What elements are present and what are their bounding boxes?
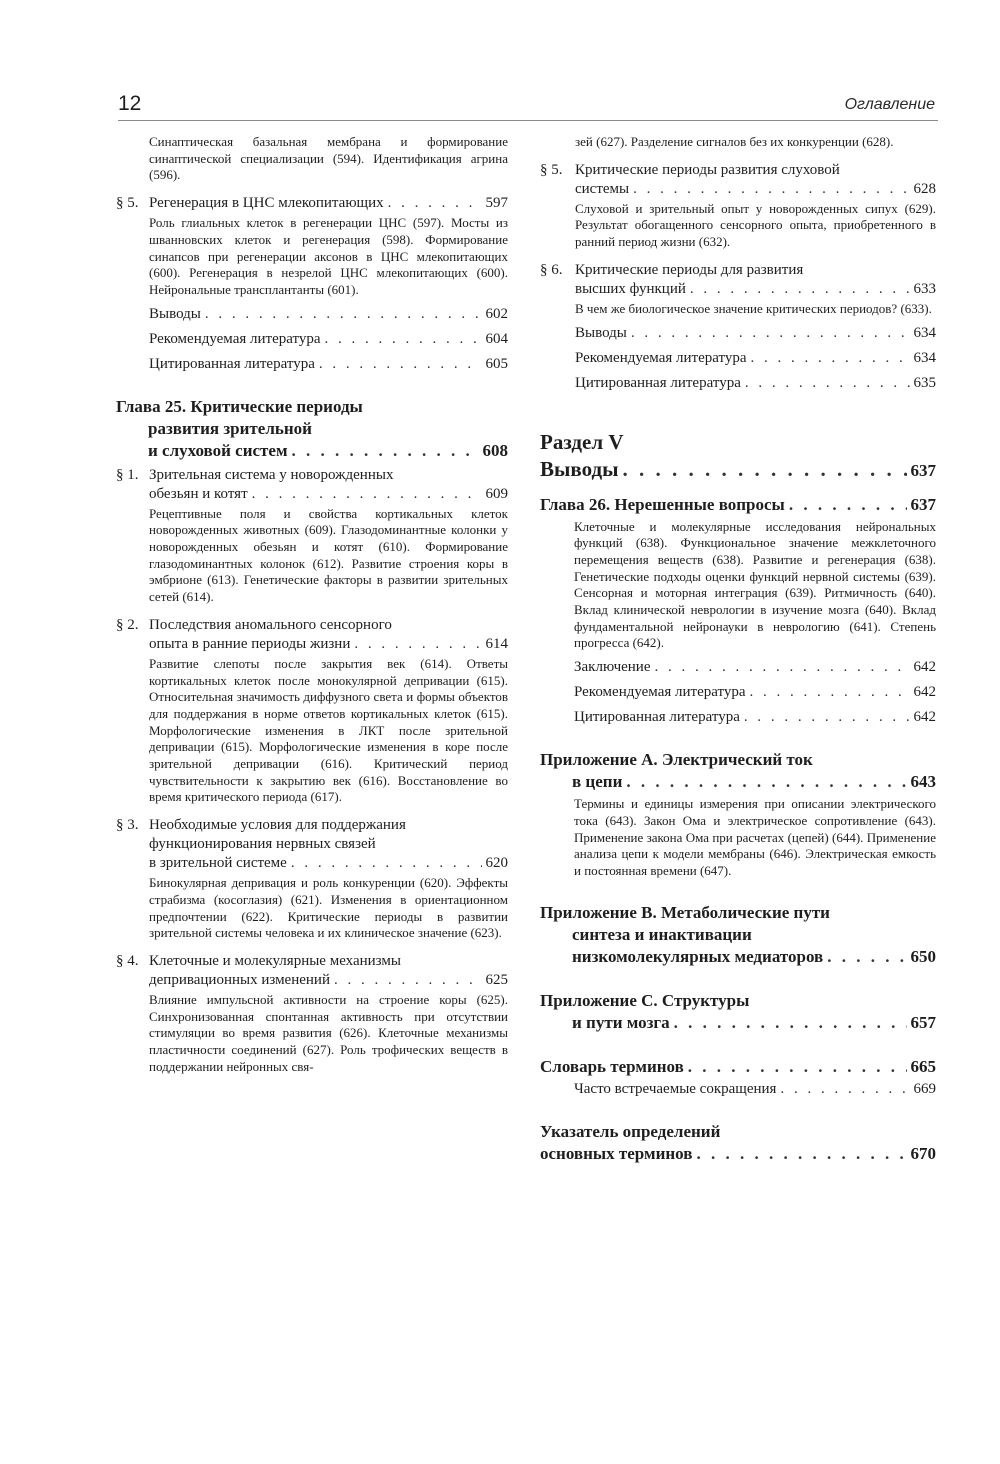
section-number: § 1. <box>116 466 139 483</box>
section-subtopics: Рецептивные поля и свойства кортикальных клеток новорожденных животных (609). Глазодоминантные колонки у новорожденных обезьян и котят (610). Формирование глазодоминантных колонок (612). Развитие строения коры в эмбрионе (613). Генетические факторы в развитии зрительных сетей (614). <box>149 505 508 605</box>
toc-chapter-25[interactable] <box>116 396 508 462</box>
section-title-line: обезьян и котят <box>149 485 248 502</box>
chapter-end-entries <box>540 324 936 393</box>
page-ref: 634 <box>913 349 936 366</box>
section-title-line: функционирования нервных связей <box>149 836 376 853</box>
toc-section-ch24-s5[interactable] <box>116 194 508 299</box>
section-subtopics: Бинокулярная депривация и роль конкуренции (620). Эффекты страбизма (косоглазия) (621). Изменения в ориентационном предпочтении (622). Критические периоды в развитии зрительной системы человека и их клиническое значение (623). <box>149 875 508 941</box>
page-ref: 605 <box>485 355 508 372</box>
section-title: Зрительная система у новорожденных <box>149 466 394 483</box>
section-title: Критические периоды развития слуховой <box>575 161 840 178</box>
index-title: Указатель определений <box>540 1121 721 1141</box>
entry-label: Заключение <box>574 659 651 676</box>
section-title-line: опыта в ранние периоды жизни <box>149 635 351 652</box>
toc-definitions-index[interactable] <box>540 1121 936 1165</box>
appendix-title-line: в цепи <box>572 772 623 792</box>
section-title-line: депривационных изменений <box>149 971 330 988</box>
toc-appendix-b[interactable] <box>540 902 936 968</box>
left-column <box>116 134 508 1076</box>
page-ref: 642 <box>913 684 936 701</box>
section-subtopics: Слуховой и зрительный опыт у новорожденных сипух (629). Результат обогащенного сенсорного опыта, приобретенного в ранний период жизни (632). <box>575 200 936 250</box>
page-ref: 642 <box>913 659 936 676</box>
toc-section-ch25-s3[interactable] <box>116 816 508 942</box>
entry-label: Рекомендуемая литература <box>149 330 321 347</box>
section-title: Регенерация в ЦНС млекопитающих <box>149 195 384 212</box>
section-number: § 5. <box>116 195 139 212</box>
entry-label: Цитированная литература <box>574 709 740 726</box>
toc-glossary[interactable] <box>540 1056 936 1078</box>
page-ref: 642 <box>913 709 936 726</box>
appendix-title: Приложение А. Электрический ток <box>540 750 813 770</box>
page-ref: 669 <box>913 1080 936 1097</box>
toc-entry-conclusions[interactable] <box>575 324 936 343</box>
toc-entry-conclusions[interactable] <box>149 305 508 324</box>
section-number: § 4. <box>116 952 139 969</box>
page-number: 12 <box>118 92 142 115</box>
section-subtopics: Роль глиальных клеток в регенерации ЦНС (597). Мосты из шванновских клеток и регенерация (598). Формирование синапсов при регенерации аксонов в ЦНС млекопитающих (600). Регенерация в незрелой ЦНС млекопитающих (600). Нейрональные трансплантанты (601). <box>149 215 508 297</box>
page-ref: 620 <box>485 855 508 872</box>
toc-section-ch25-s5[interactable] <box>540 161 936 251</box>
page-ref: 650 <box>910 946 936 966</box>
section-subtopics: В чем же биологическое значение критических периодов? (633). <box>575 300 932 316</box>
page-ref: 597 <box>485 195 508 212</box>
page-ref: 608 <box>482 440 508 460</box>
section-number: § 5. <box>540 161 563 178</box>
chapter-subtopics: Клеточные и молекулярные исследования нейрональных функций (638). Функциональное значение межклеточного перемещения веществ (638). Развитие и регенерация (638). Генетические подходы оценки функций нервной системы (639). Сенсорная и моторная интеграция (639). Ритмичность (640). Вклад клинической неврологии в изучение мозга (640). Вклад фундаментальной нейронауки в неврологию (641). Степень прогресса (642). <box>574 518 936 651</box>
toc-chapter-26[interactable] <box>540 494 936 516</box>
section-subtopics: Развитие слепоты после закрытия век (614). Ответы кортикальных клеток после монокулярной депривации (615). Относительная значимость диффузного света и формы объектов для поддержания в норме ответов кортикальных клеток (615). Морфологические изменения в ЛКТ после зрительной депривации (615). Морфологические изменения в коре после зрительной депривации (616). Критический период чувствительности к закрытию век (616). Восстановление во время критического периода (617). <box>149 655 508 805</box>
page-ref: 633 <box>913 280 936 297</box>
section-title-line: системы <box>575 180 630 197</box>
page-ref: 609 <box>485 485 508 502</box>
page-ref: 643 <box>910 772 936 792</box>
page-ref: 604 <box>485 330 508 347</box>
toc-entry-recommended-reading[interactable] <box>574 683 936 702</box>
appendix-title-line: низкомолекулярных медиаторов <box>572 946 824 966</box>
section-number: § 6. <box>540 261 563 278</box>
section-number: § 3. <box>116 817 139 834</box>
page-ref: 635 <box>913 374 936 391</box>
page-ref: 602 <box>485 305 508 322</box>
chapter-title: Глава 25. Критические периоды <box>116 396 363 416</box>
section-title-line: высших функций <box>575 280 686 297</box>
toc-entry-recommended-reading[interactable] <box>575 349 936 368</box>
index-title-line: основных терминов <box>540 1143 693 1163</box>
toc-entry-cited-literature[interactable] <box>574 708 936 727</box>
page-ref: 665 <box>910 1056 936 1076</box>
page-ref: 625 <box>485 971 508 988</box>
appendix-title-line: и пути мозга <box>572 1012 670 1032</box>
glossary-title: Словарь терминов <box>540 1056 684 1076</box>
page-ref: 637 <box>910 494 936 514</box>
entry-label: Цитированная литература <box>575 374 741 391</box>
appendix-title-line: синтеза и инактивации <box>572 924 752 944</box>
part-title: Раздел V <box>540 429 624 454</box>
appendix-title: Приложение С. Структуры <box>540 990 750 1010</box>
page-ref: 614 <box>485 635 508 652</box>
toc-appendix-a[interactable] <box>540 749 936 793</box>
page-ref: 634 <box>913 324 936 341</box>
toc-appendix-c[interactable] <box>540 990 936 1034</box>
right-column <box>540 134 936 1165</box>
entry-label: Рекомендуемая литература <box>574 684 746 701</box>
page-ref: 628 <box>913 180 936 197</box>
entry-label: Выводы <box>149 305 201 322</box>
toc-section-ch25-s6[interactable] <box>540 261 936 318</box>
chapter-title: Глава 26. Нерешенные вопросы <box>540 494 785 514</box>
page-header <box>118 92 938 121</box>
chapter-title-line: развития зрительной <box>148 418 312 438</box>
section-title: Последствия аномального сенсорного <box>149 616 392 633</box>
toc-section-ch25-s2[interactable] <box>116 616 508 806</box>
entry-label: Цитированная литература <box>149 355 315 372</box>
toc-entry-cited-literature[interactable] <box>149 355 508 374</box>
toc-part-5[interactable] <box>540 429 936 484</box>
toc-section-ch25-s4[interactable] <box>116 952 508 1076</box>
toc-entry-recommended-reading[interactable] <box>149 330 508 349</box>
continued-text: Синаптическая базальная мембрана и формирование синаптической специализации (594). Идентификация агрина (596). <box>149 134 508 183</box>
chapter-end-entries <box>540 658 936 727</box>
section-subtopics: Влияние импульсной активности на строение коры (625). Синхронизованная спонтанная активность при отсутствии стимуляции во время развития (626). Клеточные механизмы пластичности соединений (627). Роль трофических веществ в поддержании нейронных свя- <box>149 991 508 1074</box>
section-title: Клеточные и молекулярные механизмы <box>149 952 401 969</box>
part-subtitle: Выводы <box>540 456 619 481</box>
page-ref: 657 <box>910 1012 936 1032</box>
section-title: Необходимые условия для поддержания <box>149 817 406 834</box>
chapter-title-line: и слуховой систем <box>148 440 288 460</box>
toc-section-ch25-s1[interactable] <box>116 466 508 606</box>
entry-label: Часто встречаемые сокращения <box>574 1080 777 1097</box>
appendix-title: Приложение В. Метаболические пути <box>540 902 830 922</box>
page-ref: 670 <box>910 1143 936 1163</box>
entry-label: Рекомендуемая литература <box>575 349 747 366</box>
page-ref: 637 <box>910 460 936 480</box>
running-title: Оглавление <box>844 96 935 113</box>
appendix-subtopics: Термины и единицы измерения при описании электрического тока (643). Закон Ома и электрическое сопротивление (643). Применение закона Ома при расчетах (цепей) (644). Применение анализа цепи к модели мембраны (646). Электрическая емкость и постоянная времени (647). <box>574 796 936 878</box>
continued-text: зей (627). Разделение сигналов без их конкуренции (628). <box>575 134 894 149</box>
chapter-end-entries <box>116 305 508 374</box>
section-number: § 2. <box>116 616 139 633</box>
toc-entry-summary[interactable] <box>574 658 936 677</box>
toc-entry-abbreviations[interactable] <box>574 1080 936 1099</box>
section-title-line: в зрительной системе <box>149 855 287 872</box>
entry-label: Выводы <box>575 324 627 341</box>
section-title: Критические периоды для развития <box>575 261 804 278</box>
toc-entry-cited-literature[interactable] <box>575 374 936 393</box>
